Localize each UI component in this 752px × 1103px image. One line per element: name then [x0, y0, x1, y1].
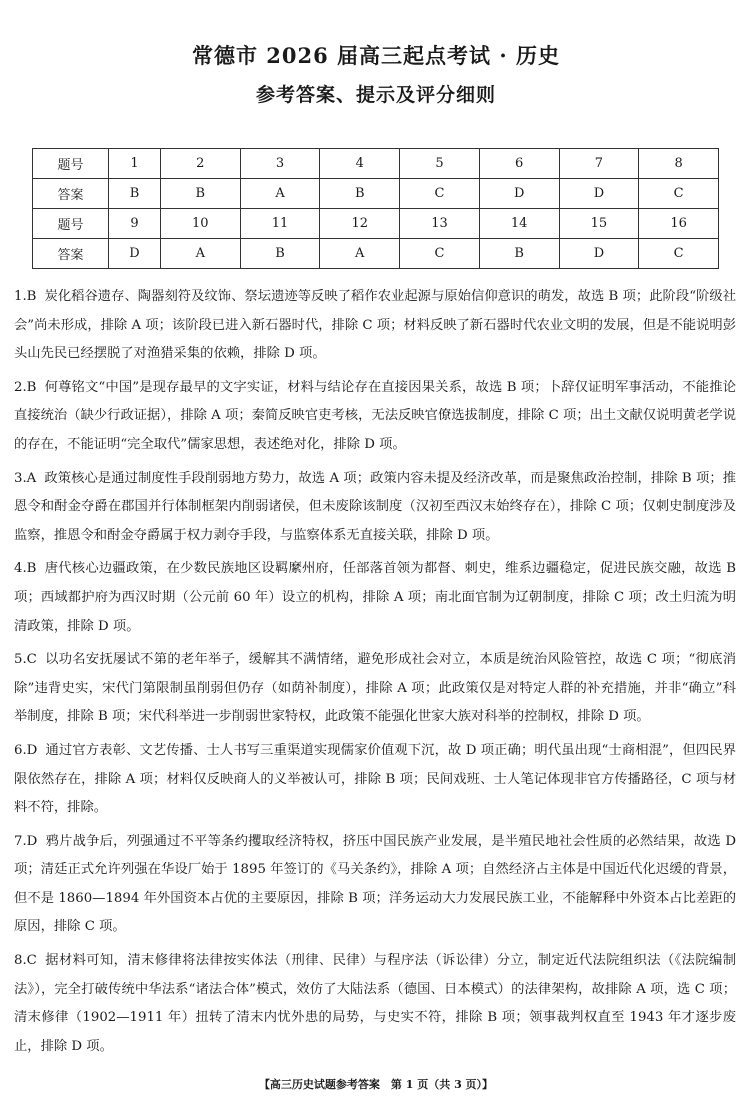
answer-cell: D [479, 179, 559, 209]
row-label: 答案 [33, 239, 109, 269]
row-label: 题号 [33, 149, 109, 179]
question-number-cell: 2 [160, 149, 240, 179]
answer-cell: C [400, 179, 480, 209]
answer-cell: C [639, 179, 719, 209]
row-label: 答案 [33, 179, 109, 209]
question-number-cell: 4 [320, 149, 400, 179]
answer-cell: D [559, 179, 639, 209]
row-label: 题号 [33, 209, 109, 239]
question-number-cell: 6 [479, 149, 559, 179]
explanation-text: 以功名安抚屡试不第的老年举子，缓解其不满情绪，避免形成社会对立，本质是统治风险管控，故选 C 项；“彻底消除”违背史实，宋代门第限制虽削弱但仍存（如荫补制度），排除 A 项；此政策仅是对特定人群的补充措施，并非“确立”科举制度，排除 B 项；宋代科举进一步削弱世家特权，此政策不能强化世家大族对科举的控制权，排除 D 项。 [14, 652, 736, 725]
explanation-number: 3.A [14, 470, 37, 486]
question-number-cell: 12 [320, 209, 400, 239]
question-number-cell: 9 [109, 209, 161, 239]
explanation-text: 通过官方表彰、文艺传播、士人书写三重渠道实现儒家价值观下沉，故 D 项正确；明代虽出现“士商相混”，但四民界限依然存在，排除 A 项；材料仅反映商人的义举被认可，排除 B 项；民间戏班、士人笔记体现非官方传播路径，C 项与材料不符，排除。 [14, 742, 736, 816]
question-number-cell: 5 [400, 149, 480, 179]
question-number-cell: 10 [160, 209, 240, 239]
explanation-item [14, 828, 736, 942]
explanation-item [14, 947, 736, 1061]
question-number-cell: 13 [400, 209, 480, 239]
table-row [33, 179, 719, 209]
table-row [33, 209, 719, 239]
explanation-text: 鸦片战争后，列强通过不平等条约攫取经济特权，挤压中国民族产业发展，是半殖民地社会性质的必然结果，故选 D 项；清廷正式允许列强在华设厂始于 1895 年签订的《马关条约》，排除 A 项；自然经济占主体是中国近代化迟缓的背景，但不是 1860—1894 年外国资本占优的主要原因，排除 B 项；洋务运动大力发展民族工业，不能解释中外资本占比差距的原因，排除 C 项。 [14, 833, 736, 935]
answer-table [32, 148, 719, 269]
explanation-number: 5.C [14, 652, 37, 668]
explanation-text: 唐代核心边疆政策，在少数民族地区设羁縻州府，任部落首领为都督、刺史，维系边疆稳定，促进民族交融，故选 B 项；西域都护府为西汉时期（公元前 60 年）设立的机构，排除 A 项；南北面官制为辽朝制度，排除 C 项；改土归流为明清政策，排除 D 项。 [14, 561, 736, 634]
explanation-item [14, 737, 736, 823]
question-number-cell: 8 [639, 149, 719, 179]
answer-cell: B [160, 179, 240, 209]
page-subtitle: 参考答案、提示及评分细则 [255, 84, 496, 106]
question-number-cell: 16 [639, 209, 719, 239]
explanation-text: 政策核心是通过制度性手段削弱地方势力，故选 A 项；政策内容未提及经济改革，而是聚焦政治控制，排除 B 项；推恩令和酎金夺爵在郡国并行体制框架内削弱诸侯，但未废除该制度（汉初至西汉末始终存在），排除 C 项；仅刺史制度涉及监察，推恩令和酎金夺爵属于权力剥夺手段，与监察体系无直接关联，排除 D 项。 [14, 470, 736, 543]
page-footer: 【高三历史试题参考答案 第 1 页（共 3 页）】 [258, 1078, 494, 1091]
question-number-cell: 1 [109, 149, 161, 179]
answer-cell: D [559, 239, 639, 269]
explanation-number: 8.C [14, 953, 37, 969]
explanation-number: 7.D [14, 833, 38, 849]
answer-cell: A [160, 239, 240, 269]
explanation-item [14, 374, 736, 460]
answer-cell: B [109, 179, 161, 209]
question-number-cell: 7 [559, 149, 639, 179]
table-row [33, 239, 719, 269]
question-number-cell: 14 [479, 209, 559, 239]
table-row [33, 149, 719, 179]
explanation-item [14, 465, 736, 551]
answer-cell: C [639, 239, 719, 269]
answer-cell: B [320, 179, 400, 209]
explanation-list [14, 283, 736, 1066]
page-title: 常德市 2026 届高三起点考试 · 历史 [191, 43, 560, 68]
explanation-text: 据材料可知，清末修律将法律按实体法（刑律、民律）与程序法（诉讼律）分立，制定近代法院组织法（《法院编制法》），完全打破传统中华法系“诸法合体”模式，效仿了大陆法系（德国、日本模式）的法律架构，故排除 A 项，选 C 项；清末修律（1902—1911 年）扭转了清末内忧外患的局势，与史实不符，排除 B 项；领事裁判权直至 1943 年才逐步废止，排除 D 项。 [14, 953, 736, 1054]
question-number-cell: 15 [559, 209, 639, 239]
explanation-item [14, 555, 736, 641]
answer-cell: D [109, 239, 161, 269]
explanation-number: 1.B [14, 289, 37, 304]
answer-cell: A [240, 179, 320, 209]
answer-cell: B [479, 239, 559, 269]
explanation-number: 6.D [14, 742, 38, 758]
answer-cell: A [320, 239, 400, 269]
explanation-item [14, 646, 736, 732]
question-number-cell: 11 [240, 209, 320, 239]
explanation-number: 4.B [14, 561, 37, 577]
explanation-item [14, 283, 736, 369]
explanation-text: 何尊铭文“中国”是现存最早的文字实证，材料与结论存在直接因果关系，故选 B 项；卜辞仅证明军事活动，不能推论直接统治（缺少行政证据），排除 A 项；秦简反映官吏考核，无法反映官僚选拔制度，排除 C 项；出土文献仅说明黄老学说的存在，不能证明“完全取代”儒家思想，表述绝对化，排除 D 项。 [14, 379, 736, 452]
answer-cell: C [400, 239, 480, 269]
question-number-cell: 3 [240, 149, 320, 179]
answer-cell: B [240, 239, 320, 269]
explanation-text: 炭化稻谷遗存、陶器刻符及纹饰、祭坛遗迹等反映了稻作农业起源与原始信仰意识的萌发，故选 B 项；此阶段“阶级社会”尚未形成，排除 A 项；该阶段已进入新石器时代，排除 C 项；材料反映了新石器时代农业文明的发展，但是不能说明彭头山先民已经摆脱了对渔猎采集的依赖，排除 D 项。 [14, 289, 736, 362]
explanation-number: 2.B [14, 379, 37, 395]
